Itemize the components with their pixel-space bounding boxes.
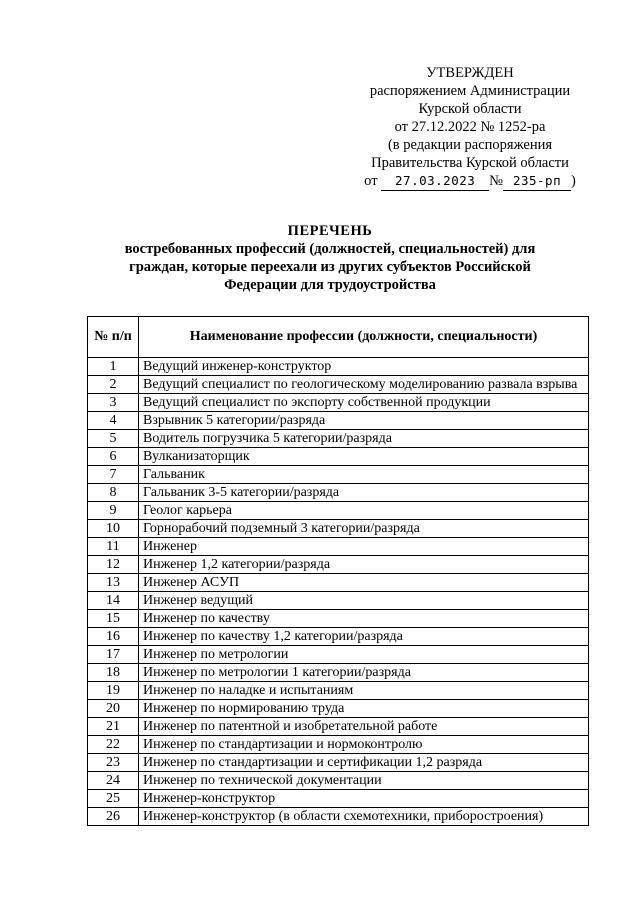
approval-line-1: распоряжением Администрации <box>369 83 571 99</box>
row-profession-name: Инженер по метрологии 1 категории/разряда <box>139 664 589 682</box>
approval-line-4: (в редакции распоряжения <box>387 137 553 153</box>
title-line-3: Федерации для трудоустройства <box>224 277 436 293</box>
row-profession-name: Горнорабочий подземный 3 категории/разряда <box>139 520 589 538</box>
row-number: 23 <box>88 754 139 772</box>
professions-table <box>87 316 589 826</box>
table-row <box>88 484 589 502</box>
row-profession-name: Гальваник <box>139 466 589 484</box>
table-header-row <box>88 317 589 358</box>
table-row <box>88 466 589 484</box>
row-profession-name: Инженер-конструктор <box>139 790 589 808</box>
row-number: 16 <box>88 628 139 646</box>
row-profession-name: Геолог карьера <box>139 502 589 520</box>
column-header-number: № п/п <box>88 317 139 358</box>
row-number: 7 <box>88 466 139 484</box>
row-profession-name: Инженер по технической документации <box>139 772 589 790</box>
table-row <box>88 718 589 736</box>
row-number: 26 <box>88 808 139 826</box>
table-row <box>88 610 589 628</box>
handwritten-date: 27.03.2023 <box>381 172 489 191</box>
table-row <box>88 376 589 394</box>
row-number: 20 <box>88 700 139 718</box>
approval-title: УТВЕРЖДЕН <box>426 65 514 81</box>
row-number: 24 <box>88 772 139 790</box>
row-profession-name: Инженер по метрологии <box>139 646 589 664</box>
row-profession-name: Гальваник 3-5 категории/разряда <box>139 484 589 502</box>
row-profession-name: Инженер <box>139 538 589 556</box>
row-profession-name: Инженер 1,2 категории/разряда <box>139 556 589 574</box>
row-number: 13 <box>88 574 139 592</box>
row-number: 15 <box>88 610 139 628</box>
table-row <box>88 502 589 520</box>
row-profession-name: Инженер по патентной и изобретательной работе <box>139 718 589 736</box>
row-number: 25 <box>88 790 139 808</box>
row-number: 19 <box>88 682 139 700</box>
table-row <box>88 520 589 538</box>
row-profession-name: Инженер АСУП <box>139 574 589 592</box>
row-profession-name: Водитель погрузчика 5 категории/разряда <box>139 430 589 448</box>
table-row <box>88 736 589 754</box>
table-row <box>88 808 589 826</box>
row-number: 10 <box>88 520 139 538</box>
row-number: 12 <box>88 556 139 574</box>
row-number: 1 <box>88 358 139 376</box>
row-number: 11 <box>88 538 139 556</box>
row-profession-name: Взрывник 5 категории/разряда <box>139 412 589 430</box>
row-number: 17 <box>88 646 139 664</box>
document-title <box>110 222 550 294</box>
table-row <box>88 412 589 430</box>
number-label: № <box>489 173 504 189</box>
table-row <box>88 664 589 682</box>
table-row <box>88 448 589 466</box>
title-line-2: граждан, которые переехали из других субъектов Российской <box>129 259 531 275</box>
table-row <box>88 358 589 376</box>
row-number: 4 <box>88 412 139 430</box>
table-row <box>88 556 589 574</box>
table-row <box>88 430 589 448</box>
column-header-name: Наименование профессии (должности, специальности) <box>139 317 589 358</box>
row-profession-name: Инженер по стандартизации и нормоконтролю <box>139 736 589 754</box>
row-number: 21 <box>88 718 139 736</box>
approval-line-3: от 27.12.2022 № 1252-ра <box>394 119 546 135</box>
row-number: 22 <box>88 736 139 754</box>
row-number: 14 <box>88 592 139 610</box>
title-line-1: востребованных профессий (должностей, специальностей) для <box>124 241 536 257</box>
row-profession-name: Инженер по качеству <box>139 610 589 628</box>
handwritten-number: 235-рп <box>503 172 571 191</box>
table-row <box>88 628 589 646</box>
row-profession-name: Инженер по стандартизации и сертификации 1,2 разряда <box>139 754 589 772</box>
table-row <box>88 790 589 808</box>
table-row <box>88 538 589 556</box>
approval-line-2: Курской области <box>418 101 522 117</box>
row-profession-name: Инженер ведущий <box>139 592 589 610</box>
row-profession-name: Инженер-конструктор (в области схемотехники, приборостроения) <box>139 808 589 826</box>
table-row <box>88 592 589 610</box>
table-row <box>88 646 589 664</box>
row-profession-name: Инженер по наладке и испытаниям <box>139 682 589 700</box>
table-body <box>88 358 589 826</box>
row-number: 9 <box>88 502 139 520</box>
row-number: 8 <box>88 484 139 502</box>
row-profession-name: Ведущий специалист по геологическому моделированию развала взрыва <box>139 376 589 394</box>
table-row <box>88 772 589 790</box>
row-number: 5 <box>88 430 139 448</box>
row-profession-name: Ведущий инженер-конструктор <box>139 358 589 376</box>
table-row <box>88 394 589 412</box>
table-row <box>88 700 589 718</box>
title-heading: ПЕРЕЧЕНЬ <box>287 223 373 239</box>
row-number: 18 <box>88 664 139 682</box>
row-number: 6 <box>88 448 139 466</box>
row-number: 3 <box>88 394 139 412</box>
approval-date-line <box>340 172 600 191</box>
table-row <box>88 754 589 772</box>
approval-block <box>340 64 600 191</box>
table-row <box>88 682 589 700</box>
row-profession-name: Вулканизаторщик <box>139 448 589 466</box>
row-number: 2 <box>88 376 139 394</box>
close-paren: ) <box>571 173 576 189</box>
row-profession-name: Ведущий специалист по экспорту собственной продукции <box>139 394 589 412</box>
approval-line-5: Правительства Курской области <box>371 155 569 171</box>
table-row <box>88 574 589 592</box>
from-label: от <box>364 173 378 189</box>
row-profession-name: Инженер по нормированию труда <box>139 700 589 718</box>
row-profession-name: Инженер по качеству 1,2 категории/разряда <box>139 628 589 646</box>
